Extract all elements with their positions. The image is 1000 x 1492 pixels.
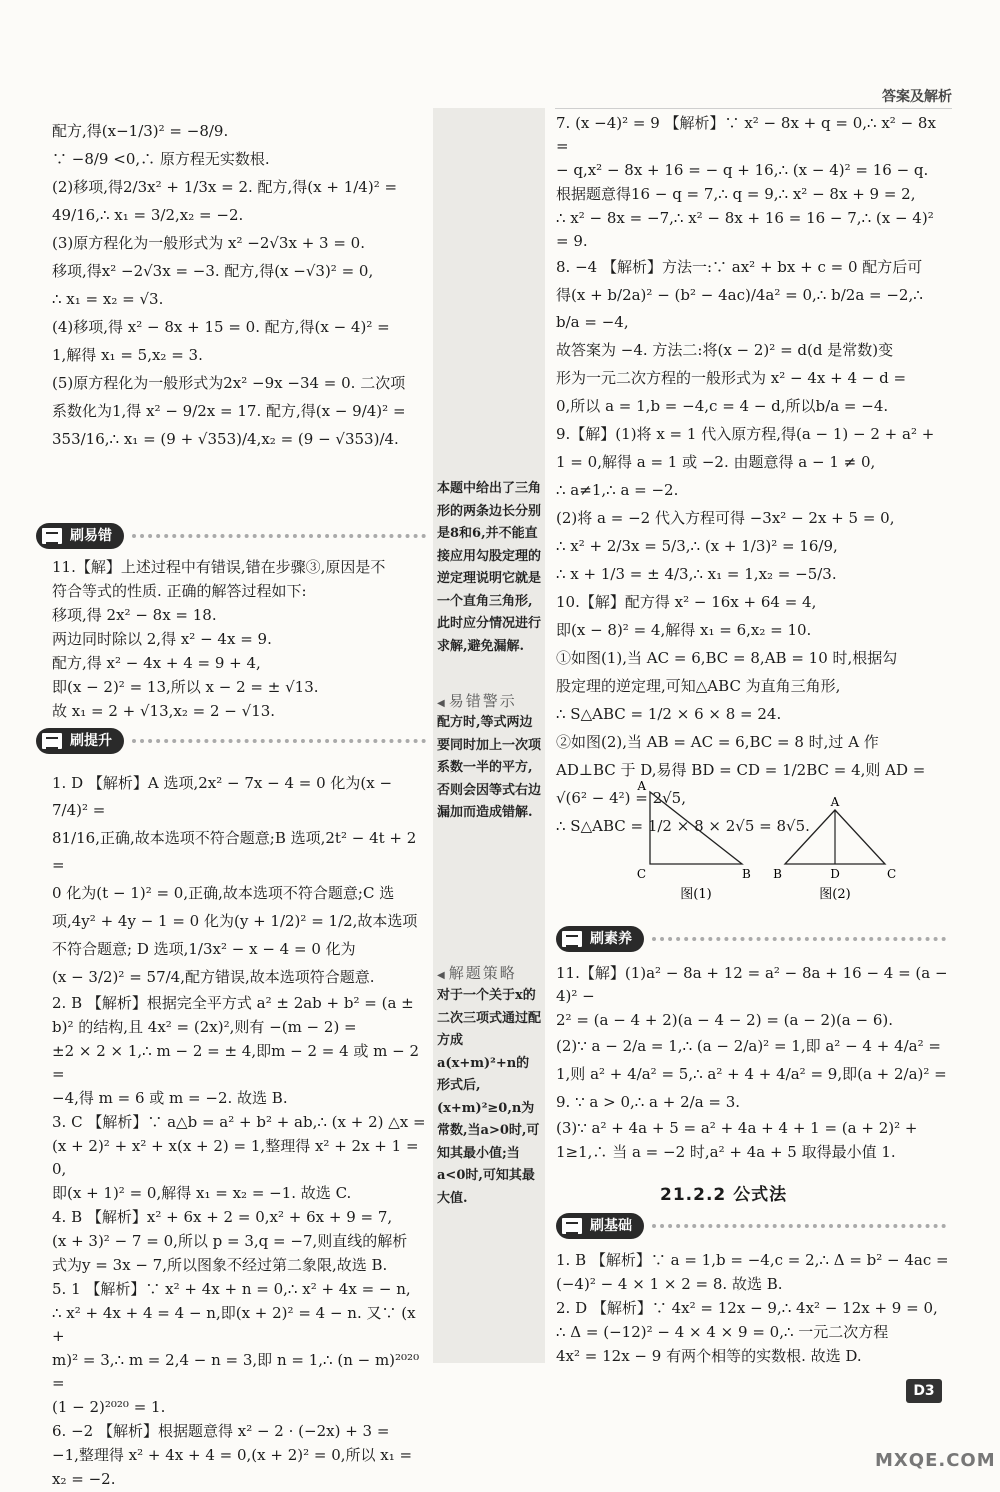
right-answers (556, 112, 950, 841)
literacy-line: 1,则 a² + 4/a² = 5,∴ a² + 4 + 4/a² = 9,即(a + 2/a)² = (556, 1065, 947, 1083)
literacy-line: 1≥1,∴ 当 a = −2 时,a² + 4a + 5 取得最小值 1. (556, 1143, 896, 1161)
literacy-line: 11.【解】(1)a² − 8a + 12 = a² − 8a + 16 − 4 = (a − 4)² − (556, 964, 953, 1005)
right-line: 根据题意得16 − q = 7,∴ q = 9,∴ x² − 8x + 9 = 2, (556, 185, 916, 203)
section-errors-label: 刷易错 (70, 528, 112, 544)
improve-line: 81/16,正确,故本选项不符合题意;B 选项,2t² − 4t + 2 = (52, 829, 422, 874)
left-line: 移项,得x² −2√3x = −3. 配方,得(x −√3)² = 0, (52, 262, 374, 280)
improve-line: (1 − 2)²⁰²⁰ = 1. (52, 1398, 166, 1416)
improve-answers (52, 770, 427, 1492)
basics-line: 4x² = 12x − 9 有两个相等的实数根. 故选 D. (556, 1347, 862, 1365)
sidebar-tip-3: 对于一个关于x的二次三项式通过配方成a(x+m)²+n的形式后,(x+m)²≥0,n为常数,当a>0时,可知其最小值;当a<0时,可知其最大值. (437, 988, 542, 1206)
right-line: 8. −4 【解析】方法一:∵ ax² + bx + c = 0 配方后可 (556, 258, 923, 276)
basics-line: 2. D 【解析】∵ 4x² = 12x − 9,∴ 4x² − 12x + 9 = 0, (556, 1299, 938, 1317)
book-icon (40, 731, 64, 751)
q11-line: 两边同时除以 2,得 x² − 4x = 9. (52, 630, 272, 648)
improve-line: ±2 × 2 × 1,∴ m − 2 = ± 4,即m − 2 = 4 或 m − 2 = (52, 1042, 424, 1083)
dotted-divider (652, 1224, 946, 1228)
right-line: 10.【解】配方得 x² − 16x + 64 = 4, (556, 593, 817, 611)
improve-line: m)² = 3,∴ m = 2,4 − n = 3,即 n = 1,∴ (n − m)²⁰²⁰ = (52, 1351, 424, 1392)
literacy-line: 9. ∵ a > 0,∴ a + 2/a = 3. (556, 1093, 741, 1111)
left-line: (4)移项,得 x² − 8x + 15 = 0. 配方,得(x − 4)² = (52, 318, 390, 336)
label-C: C (636, 867, 646, 881)
sidebar-tip-2-title: ◀ 易错警示 (437, 690, 545, 711)
basics-answers (556, 1249, 950, 1369)
right-line: ①如图(1),当 AC = 6,BC = 8,AB = 10 时,根据勾 (556, 649, 898, 667)
label-A2: A (830, 795, 840, 809)
q11-line: 移项,得 2x² − 8x = 18. (52, 606, 217, 624)
label-B: B (742, 867, 751, 881)
improve-line: 0 化为(t − 1)² = 0,正确,故本选项不符合题意;C 选 (52, 884, 395, 902)
q11-line: 11.【解】上述过程中有错误,错在步骤③,原因是不 (52, 558, 386, 576)
right-line: 得(x + b/2a)² − (b² − 4ac)/4a² = 0,∴ b/2a = −2,∴ b/a = −4, (556, 286, 928, 331)
right-line: ∴ x² − 8x = −7,∴ x² − 8x + 16 = 16 − 7,∴ (x − 4)² = 9. (556, 209, 939, 250)
dotted-divider (132, 534, 426, 538)
improve-line: ∴ x² + 4x + 4 = 4 − n,即(x + 2)² = 4 − n. 又∵ (x + (52, 1304, 421, 1345)
section-improve-label: 刷提升 (70, 733, 112, 749)
improve-line: 式为y = 3x − 7,所以图象不经过第二象限,故选 B. (52, 1256, 388, 1274)
label-B2: B (773, 867, 782, 881)
q11-line: 即(x − 2)² = 13,所以 x − 2 = ± √13. (52, 678, 319, 696)
label-D: D (830, 867, 840, 881)
improve-line: (x + 3)² − 7 = 0,所以 p = 3,q = −7,则直线的解析 (52, 1232, 408, 1250)
label-C2: C (887, 867, 897, 881)
right-triangle (650, 792, 742, 864)
left-line: (5)原方程化为一般形式为2x² −9x −34 = 0. 二次项 (52, 374, 406, 392)
improve-line: 4. B 【解析】x² + 6x + 2 = 0,x² + 6x + 9 = 7, (52, 1208, 393, 1226)
section-basics-badge (556, 1213, 644, 1239)
figure-caption-2: 图(2) (819, 887, 851, 902)
section-improve-badge (36, 728, 124, 754)
improve-line: (x + 2)² + x² + x(x + 2) = 1,整理得 x² + 2x + 1 = 0, (52, 1137, 424, 1178)
improve-line: 不符合题意; D 选项,1/3x² − x − 4 = 0 化为 (52, 940, 356, 958)
improve-line: x₂ = −2. (52, 1470, 116, 1488)
improve-line: 2. B 【解析】根据完全平方式 a² ± 2ab + b² = (a ± (52, 994, 414, 1012)
left-line: 配方,得(x−1/3)² = −8/9. (52, 122, 229, 140)
improve-line: b)² 的结构,且 4x² = (2x)²,则有 −(m − 2) = (52, 1018, 357, 1036)
right-line: ②如图(2),当 AB = AC = 6,BC = 8 时,过 A 作 (556, 733, 879, 751)
left-line: ∵ −8/9 <0,∴ 原方程无实数根. (52, 150, 270, 168)
section-basics-label: 刷基础 (590, 1218, 632, 1234)
basics-line: 1. B 【解析】∵ a = 1,b = −4,c = 2,∴ Δ = b² − 4ac = (556, 1251, 949, 1269)
literacy-line: (3)∵ a² + 4a + 5 = a² + 4a + 4 + 1 = (a + 2)² + (556, 1119, 918, 1137)
left-line: (3)原方程化为一般形式为 x² −2√3x + 3 = 0. (52, 234, 365, 252)
improve-line: −4,得 m = 6 或 m = −2. 故选 B. (52, 1089, 288, 1107)
right-line: 7. (x −4)² = 9 【解析】∵ x² − 8x + q = 0,∴ x² − 8x = (556, 114, 941, 155)
improve-line: 6. −2 【解析】根据题意得 x² − 2 · (−2x) + 3 = (52, 1422, 390, 1440)
subsection-title: 21.2.2 公式法 (660, 1185, 788, 1205)
improve-line: −1,整理得 x² + 4x + 4 = 0,(x + 2)² = 0,所以 x₁ = (52, 1446, 413, 1464)
right-line: 形为一元二次方程的一般形式为 x² − 4x + 4 − d = (556, 369, 907, 387)
label-A: A (637, 780, 646, 793)
improve-line: 3. C 【解析】∵ a△b = a² + b² + ab,∴ (x + 2) △x = (52, 1113, 426, 1131)
section-literacy-label: 刷素养 (590, 931, 632, 947)
right-line: √(6² − 4²) = 2√5, (556, 789, 686, 807)
sidebar-tip-1: 本题中给出了三角形的两条边长分别是8和6,并不能直接应用勾股定理的逆定理说明它就是一个直角三角形,此时应分情况进行求解,避免漏解. (437, 481, 542, 654)
section-literacy-bar (556, 925, 946, 953)
improve-line: 5. 1 【解析】∵ x² + 4x + n = 0,∴ x² + 4x = − n, (52, 1280, 411, 1298)
right-line: (2)将 a = −2 代入方程可得 −3x² − 2x + 5 = 0, (556, 509, 895, 527)
left-line: 系数化为1,得 x² − 9/2x = 17. 配方,得(x − 9/4)² = (52, 402, 406, 420)
q11-line: 故 x₁ = 2 + √13,x₂ = 2 − √13. (52, 702, 276, 720)
right-line: 9.【解】(1)将 x = 1 代入原方程,得(a − 1) − 2 + a² + (556, 425, 935, 443)
sidebar-tip-3-title: ◀ 解题策略 (437, 962, 545, 983)
right-line: ∴ S△ABC = 1/2 × 8 × 2√5 = 8√5. (556, 817, 810, 835)
literacy-answers (556, 962, 953, 1165)
q11-line: 配方,得 x² − 4x + 4 = 9 + 4, (52, 654, 261, 672)
section-errors-bar (36, 522, 426, 550)
improve-line: 1. D 【解析】A 选项,2x² − 7x − 4 = 0 化为(x − 7/4)² = (52, 774, 397, 819)
section-improve-bar (36, 727, 426, 755)
right-line: ∴ x + 1/3 = ± 4/3,∴ x₁ = 1,x₂ = −5/3. (556, 565, 837, 583)
right-line: 0,所以 a = 1,b = −4,c = 4 − d,所以b/a = −4. (556, 397, 889, 415)
right-line: AD⊥BC 于 D,易得 BD = CD = 1/2BC = 4,则 AD = (556, 761, 926, 779)
section-basics-bar (556, 1212, 946, 1240)
book-icon (560, 1216, 584, 1236)
right-line: 1 = 0,解得 a = 1 或 −2. 由题意得 a − 1 ≠ 0, (556, 453, 876, 471)
right-line: 即(x − 8)² = 4,解得 x₁ = 6,x₂ = 10. (556, 621, 812, 639)
left-line: (2)移项,得2/3x² + 1/3x = 2. 配方,得(x + 1/4)² = (52, 178, 398, 196)
left-solutions (52, 118, 427, 454)
right-line: ∴ a≠1,∴ a = −2. (556, 481, 679, 499)
site-watermark: MXQE.COM (875, 1450, 996, 1471)
book-icon (560, 929, 584, 949)
header-title: 答案及解析 (882, 89, 952, 105)
basics-line: (−4)² − 4 × 1 × 2 = 8. 故选 B. (556, 1275, 783, 1293)
improve-line: (x − 3/2)² = 57/4,配方错误,故本选项符合题意. (52, 968, 375, 986)
left-line: 49/16,∴ x₁ = 3/2,x₂ = −2. (52, 206, 244, 224)
right-line: ∴ x² + 2/3x = 5/3,∴ (x + 1/3)² = 16/9, (556, 537, 838, 555)
improve-line: 项,4y² + 4y − 1 = 0 化为(y + 1/2)² = 1/2,故本选项 (52, 912, 418, 930)
section-literacy-badge (556, 926, 644, 952)
left-line: 353/16,∴ x₁ = (9 + √353)/4,x₂ = (9 − √353)/4. (52, 430, 399, 448)
q11-line: 符合等式的性质. 正确的解答过程如下: (52, 582, 307, 600)
right-line: 故答案为 −4. 方法二:将(x − 2)² = d(d 是常数)变 (556, 341, 894, 359)
literacy-line: 2² = (a − 4 + 2)(a − 4 − 2) = (a − 2)(a − 6). (556, 1011, 894, 1029)
left-line: 1,解得 x₁ = 5,x₂ = 3. (52, 346, 203, 364)
right-line: ∴ S△ABC = 1/2 × 6 × 8 = 24. (556, 705, 782, 723)
right-line: 股定理的逆定理,可知△ABC 为直角三角形, (556, 677, 841, 695)
book-icon (40, 526, 64, 546)
dotted-divider (132, 739, 426, 743)
triangle-figures (620, 780, 900, 905)
page-number: D3 (906, 1379, 942, 1403)
right-line: − q,x² − 8x + 16 = − q + 16,∴ (x − 4)² = 16 − q. (556, 161, 929, 179)
sidebar-tip-2: 配方时,等式两边要同时加上一次项系数一半的平方,否则会因等式右边漏加而造成错解. (437, 715, 542, 820)
basics-line: ∴ Δ = (−12)² − 4 × 4 × 9 = 0,∴ 一元二次方程 (556, 1323, 889, 1341)
header-divider (555, 108, 952, 109)
dotted-divider (652, 937, 946, 941)
improve-line: 即(x + 1)² = 0,解得 x₁ = x₂ = −1. 故选 C. (52, 1184, 352, 1202)
literacy-line: (2)∵ a − 2/a = 1,∴ (a − 2/a)² = 1,即 a² − 4 + 4/a² = (556, 1037, 941, 1055)
left-line: ∴ x₁ = x₂ = √3. (52, 290, 164, 308)
figure-caption-1: 图(1) (680, 887, 712, 902)
section-errors-badge (36, 523, 124, 549)
q11-errors (52, 556, 427, 724)
